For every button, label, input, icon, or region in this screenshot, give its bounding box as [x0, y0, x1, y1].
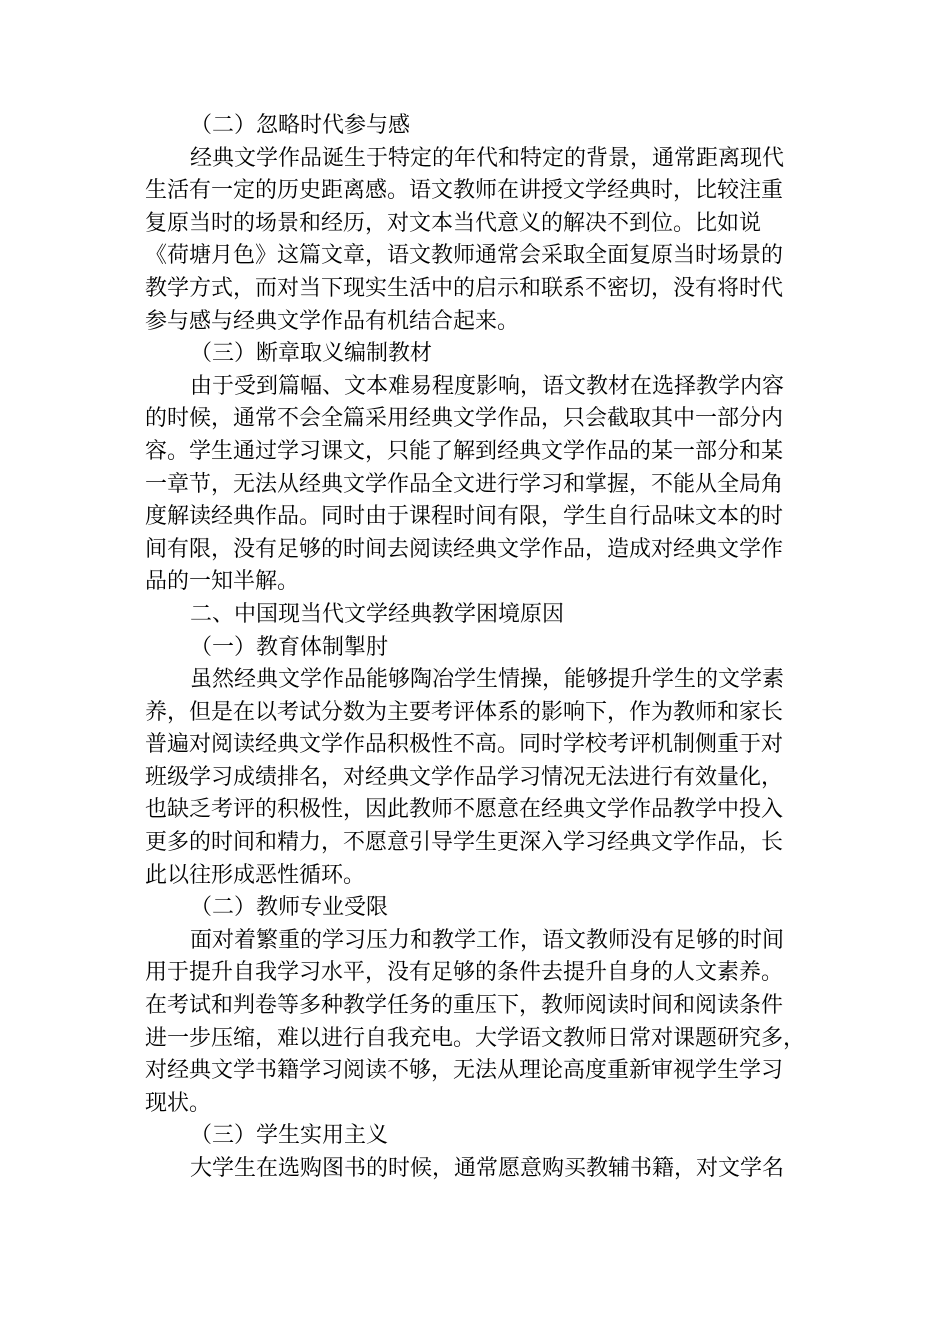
paragraph-line: 容。学生通过学习课文，只能了解到经典文学作品的某一部分和某	[145, 438, 784, 464]
paragraph-line: 经典文学作品诞生于特定的年代和特定的背景，通常距离现代	[190, 145, 785, 171]
paragraph-line: 对经典文学书籍学习阅读不够，无法从理论高度重新审视学生学习	[145, 1058, 784, 1084]
paragraph-line: 度解读经典作品。同时由于课程时间有限，学生自行品味文本的时	[145, 504, 784, 530]
paragraph-line: 间有限，没有足够的时间去阅读经典文学作品，造成对经典文学作	[145, 536, 784, 562]
paragraph-line: 大学生在选购图书的时候，通常愿意购买教辅书籍，对文学名	[190, 1156, 785, 1181]
paragraph-line: 现状。	[145, 1090, 212, 1116]
subsection-heading: （二）教师专业受限	[190, 895, 389, 921]
subsection-heading: （三）断章取义编制教材	[190, 341, 433, 367]
paragraph-line: 此以往形成恶性循环。	[145, 862, 366, 888]
paragraph-line: 在考试和判卷等多种教学任务的重压下，教师阅读时间和阅读条件	[145, 993, 784, 1019]
paragraph-line: 面对着繁重的学习压力和教学工作，语文教师没有足够的时间	[190, 927, 785, 953]
paragraph-line: 一章节，无法从经典文学作品全文进行学习和掌握，不能从全局角	[145, 471, 784, 497]
paragraph-line: 由于受到篇幅、文本难易程度影响，语文教材在选择教学内容	[190, 373, 785, 399]
paragraph-line: 教学方式，而对当下现实生活中的启示和联系不密切，没有将时代	[145, 275, 784, 301]
paragraph-line: 也缺乏考评的积极性，因此教师不愿意在经典文学作品教学中投入	[145, 797, 784, 823]
paragraph-line: 复原当时的场景和经历，对文本当代意义的解决不到位。比如说	[145, 210, 762, 236]
paragraph-line: 用于提升自我学习水平，没有足够的条件去提升自身的人文素养。	[145, 960, 784, 986]
subsection-heading: （二）忽略时代参与感	[190, 113, 411, 138]
document-page	[0, 110, 950, 1186]
paragraph-line: 更多的时间和精力，不愿意引导学生更深入学习经典文学作品，长	[145, 830, 784, 856]
section-heading: 二、中国现当代文学经典教学困境原因	[190, 601, 565, 627]
paragraph-line: 普遍对阅读经典文学作品积极性不高。同时学校考评机制侧重于对	[145, 732, 784, 758]
paragraph-line: 虽然经典文学作品能够陶冶学生情操，能够提升学生的文学素	[190, 667, 785, 693]
subsection-heading: （一）教育体制掣肘	[190, 634, 389, 660]
paragraph-line: 参与感与经典文学作品有机结合起来。	[145, 308, 520, 334]
paragraph-line: 《荷塘月色》这篇文章，语文教师通常会采取全面复原当时场景的	[145, 243, 784, 269]
paragraph-line: 生活有一定的历史距离感。语文教师在讲授文学经典时，比较注重	[145, 178, 784, 204]
paragraph-line: 的时候，通常不会全篇采用经典文学作品，只会截取其中一部分内	[145, 406, 784, 432]
paragraph-line: 班级学习成绩排名，对经典文学作品学习情况无法进行有效量化，	[145, 764, 784, 790]
paragraph-line: 进一步压缩，难以进行自我充电。大学语文教师日常对课题研究多，	[145, 1025, 806, 1051]
subsection-heading: （三）学生实用主义	[190, 1123, 389, 1149]
paragraph-line: 品的一知半解。	[145, 569, 300, 595]
paragraph-line: 养，但是在以考试分数为主要考评体系的影响下，作为教师和家长	[145, 699, 784, 725]
